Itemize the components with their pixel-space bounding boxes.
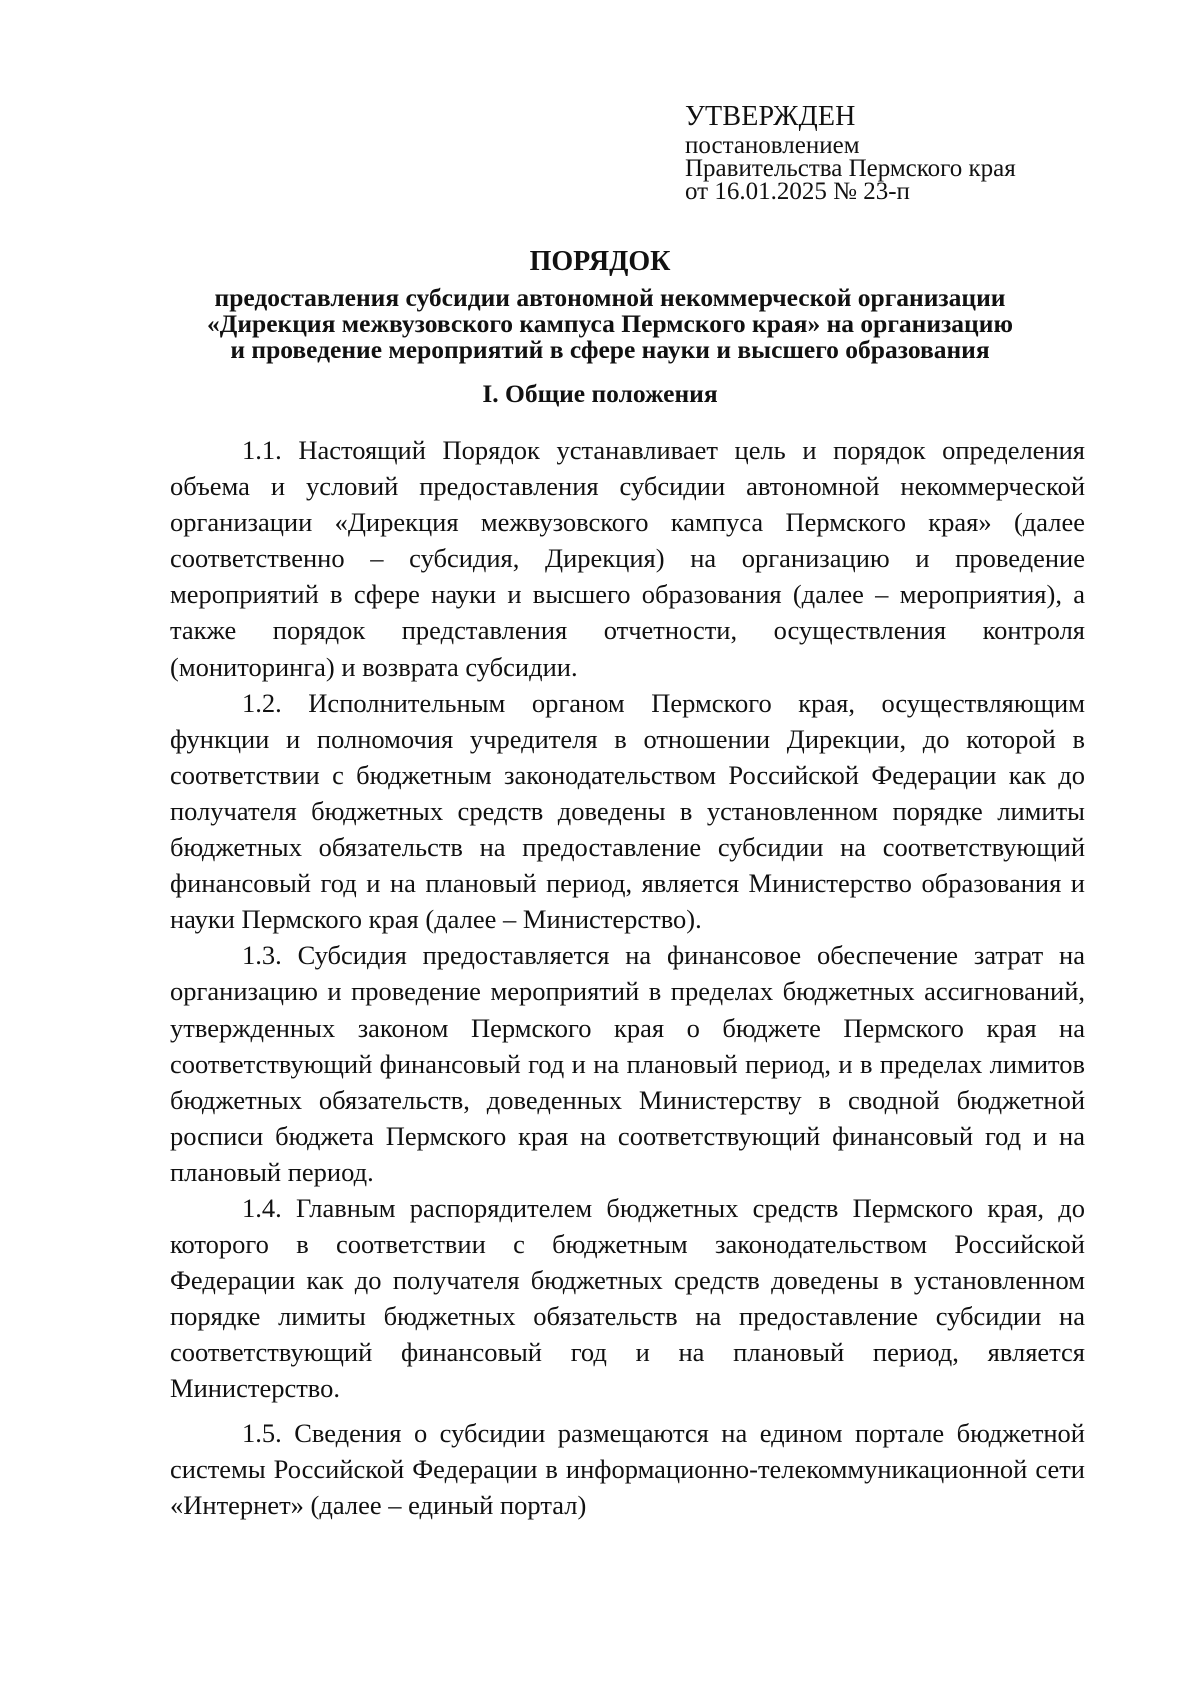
approval-line-date-number: от 16.01.2025 № 23-п [685,178,910,205]
approval-title: УТВЕРЖДЕН [685,101,856,132]
subtitle-line-3: и проведение мероприятий в сфере науки и высшего образования [230,335,990,364]
document-title: ПОРЯДОК [529,246,671,277]
paragraph-1-4: 1.4. Главным распорядителем бюджетных средств Пермского края, до которого в соответствии с бюджетным законодательством Российской Федерации как до получателя бюджетных средств доведены в установленном порядке лимиты бюджетных обязательств на предоставление субсидии на соответствующий финансовый год и на плановый период, является Министерство. [170,1192,1085,1404]
paragraph-1-2: 1.2. Исполнительным органом Пермского края, осуществляющим функции и полномочия учредителя в отношении Дирекции, до которой в соответствии с бюджетным законодательством Российской Федерации как до получателя бюджетных средств доведены в установленном порядке лимиты бюджетных обязательств на предоставление субсидии на соответствующий финансовый год и на плановый период, является Министерство образования и науки Пермского края (далее – Министерство). [170,687,1085,935]
paragraph-1-3: 1.3. Субсидия предоставляется на финансовое обеспечение затрат на организацию и проведение мероприятий в пределах бюджетных ассигнований, утвержденных законом Пермского края о бюджете Пермского края на соответствующий финансовый год и на плановый период, и в пределах лимитов бюджетных обязательств, доведенных Министерству в сводной бюджетной росписи бюджета Пермского края на соответствующий финансовый год и на плановый период. [170,940,1085,1187]
paragraph-1-5: 1.5. Сведения о субсидии размещаются на едином портале бюджетной системы Российской Федерации в информационно-телекоммуникационной сети «Интернет» (далее – единый портал) [170,1417,1085,1520]
paragraph-1-1: 1.1. Настоящий Порядок устанавливает цель и порядок определения объема и условий предоставления субсидии автономной некоммерческой организации «Дирекция межвузовского кампуса Пермского края» (далее соответственно – субсидия, Дирекция) на организацию и проведение мероприятий в сфере науки и высшего образования (далее – мероприятия), а также порядок представления отчетности, осуществления контроля (мониторинга) и возврата субсидии. [170,435,1085,682]
document-body [170,432,1085,1523]
approval-stamp-block [685,100,1105,203]
subtitle-line-1: предоставления субсидии автономной некоммерческой организации [214,283,1006,312]
section-heading: I. Общие положения [482,379,718,408]
approval-line-government: Правительства Пермского края [685,155,1016,182]
approval-line-resolution: постановлением [685,132,860,159]
subtitle-line-2: «Дирекция межвузовского кампуса Пермского края» на организацию [207,309,1013,338]
document-subtitle [150,285,1070,363]
